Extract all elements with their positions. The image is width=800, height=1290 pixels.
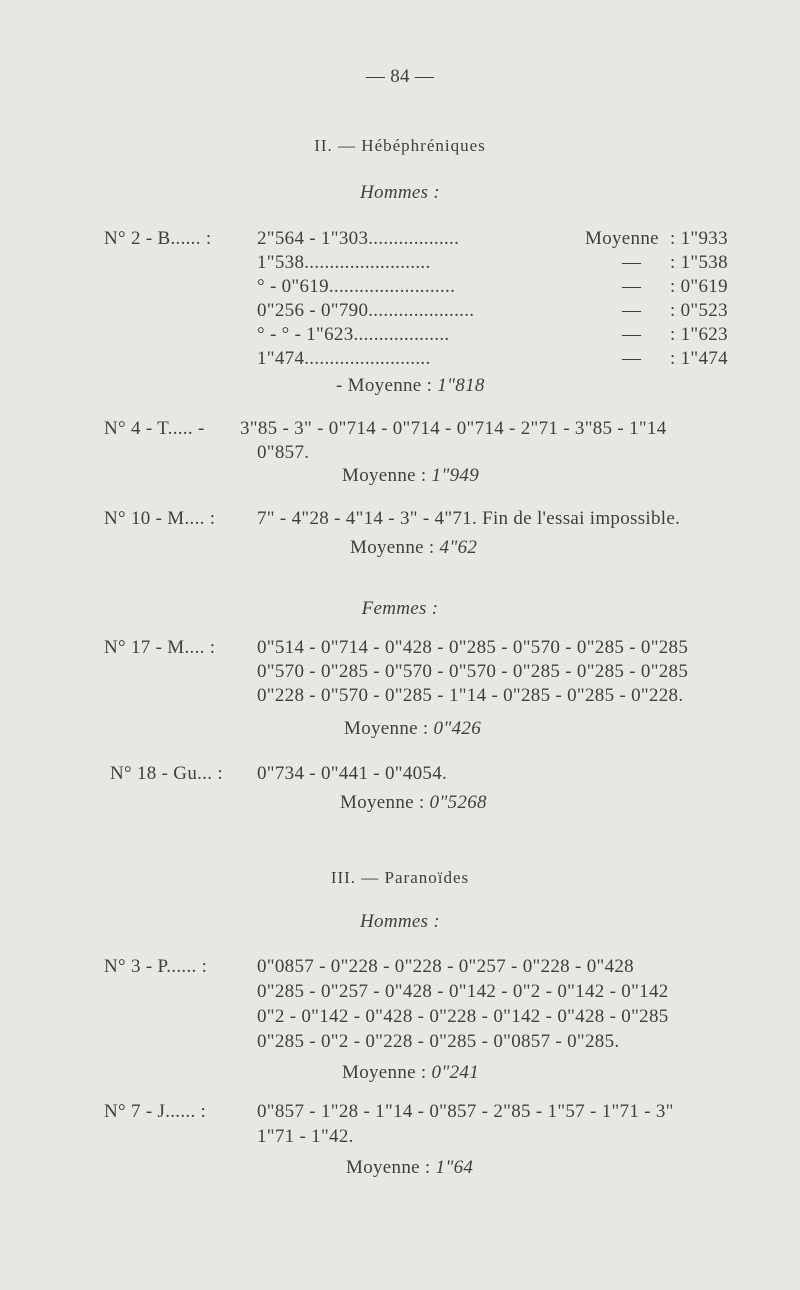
entry-n2-row-mean-label: —: [622, 348, 642, 369]
entry-n7-line1: 0"857 - 1"28 - 1"14 - 0"857 - 2"85 - 1"57 - 1"71 - 3": [257, 1101, 674, 1122]
entry-label-n3: N° 3 - P...... :: [104, 956, 208, 977]
entry-label-n4: N° 4 - T..... -: [104, 418, 205, 439]
entry-n2-row-mean: : 1"933: [670, 228, 728, 249]
entry-n2-row-mean-label: —: [622, 324, 642, 345]
entry-n2-row-mean: : 0"523: [670, 300, 728, 321]
entry-n17-line: 0"570 - 0"285 - 0"570 - 0"570 - 0"285 - 0"285 - 0"285: [257, 661, 689, 682]
entry-n2-row-mean-label: —: [622, 252, 642, 273]
entry-label-n18: N° 18 - Gu... :: [110, 763, 223, 784]
entry-n2-row-values: 2"564 - 1"303..................: [257, 228, 460, 249]
entry-label-n2: N° 2 - B...... :: [104, 228, 212, 249]
entry-n3-line: 0"0857 - 0"228 - 0"228 - 0"257 - 0"228 - 0"428: [257, 956, 634, 977]
entry-n7-average: Moyenne : 1"64: [346, 1157, 474, 1178]
entry-n2-row-values: 1"538.........................: [257, 252, 431, 273]
entry-label-n10: N° 10 - M.... :: [104, 508, 216, 529]
section-title-hebephreniques: II. — Hébéphréniques: [314, 136, 486, 155]
entry-n2-row-mean: : 0"619: [670, 276, 728, 297]
entry-n2-row-values: ° - ° - 1"623...................: [257, 324, 450, 345]
entry-n3-line: 0"285 - 0"257 - 0"428 - 0"142 - 0"2 - 0"142 - 0"142: [257, 981, 669, 1002]
heading-femmes: Femmes :: [361, 598, 439, 619]
entry-n18-average: Moyenne : 0"5268: [340, 792, 487, 813]
entry-n2-row-mean-label: —: [622, 276, 642, 297]
entry-n4-line2: 0"857.: [257, 442, 310, 463]
entry-n4-line1: 3"85 - 3" - 0"714 - 0"714 - 0"714 - 2"71 - 3"85 - 1"14: [240, 418, 667, 439]
entry-n2-row-mean-label: Moyenne: [585, 228, 659, 249]
page-number: — 84 —: [365, 66, 435, 87]
entry-n3-average: Moyenne : 0"241: [342, 1062, 480, 1083]
entry-n3-line: 0"285 - 0"2 - 0"228 - 0"285 - 0"0857 - 0"285.: [257, 1031, 620, 1052]
entry-n2-row-mean: : 1"538: [670, 252, 728, 273]
entry-n18-line1: 0"734 - 0"441 - 0"4054.: [257, 763, 448, 784]
entry-n4-average: Moyenne : 1"949: [342, 465, 480, 486]
entry-n17-line: 0"514 - 0"714 - 0"428 - 0"285 - 0"570 - 0"285 - 0"285: [257, 637, 689, 658]
entry-n3-line: 0"2 - 0"142 - 0"428 - 0"228 - 0"142 - 0"428 - 0"285: [257, 1006, 669, 1027]
entry-n2-row-values: 1"474.........................: [257, 348, 431, 369]
entry-n2-row-values: 0"256 - 0"790.....................: [257, 300, 475, 321]
section-title-paranoides: III. — Paranoïdes: [330, 868, 470, 887]
entry-n7-line2: 1"71 - 1"42.: [257, 1126, 354, 1147]
entry-n2-average: - Moyenne : 1"818: [336, 375, 485, 396]
entry-n2-row-mean: : 1"474: [670, 348, 728, 369]
entry-n2-row-mean: : 1"623: [670, 324, 728, 345]
entry-label-n17: N° 17 - M.... :: [104, 637, 216, 658]
entry-n10-average: Moyenne : 4"62: [350, 537, 478, 558]
heading-hommes-paranoides: Hommes :: [360, 911, 440, 932]
entry-n17-line: 0"228 - 0"570 - 0"285 - 1"14 - 0"285 - 0"285 - 0"228.: [257, 685, 684, 706]
entry-n17-average: Moyenne : 0"426: [344, 718, 482, 739]
heading-hommes: Hommes :: [360, 182, 440, 203]
entry-n2-row-values: ° - 0"619.........................: [257, 276, 456, 297]
entry-n2-row-mean-label: —: [622, 300, 642, 321]
entry-label-n7: N° 7 - J...... :: [104, 1101, 207, 1122]
entry-n10-line1: 7" - 4"28 - 4"14 - 3" - 4"71. Fin de l'essai impossible.: [257, 508, 681, 529]
